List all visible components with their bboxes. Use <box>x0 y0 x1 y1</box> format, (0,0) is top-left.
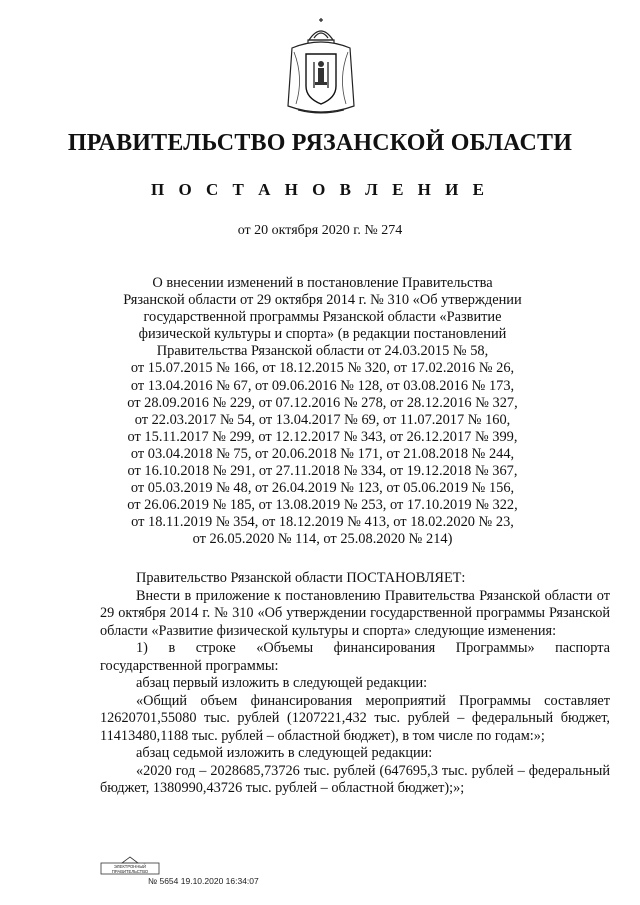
subject-line: от 05.03.2019 № 48, от 26.04.2019 № 123, от 05.06.2019 № 156, <box>130 480 515 497</box>
subject-line: от 15.07.2015 № 166, от 18.12.2015 № 320, от 17.02.2016 № 26, <box>130 360 515 377</box>
electronic-registry-stamp <box>100 855 160 875</box>
document-type: П О С Т А Н О В Л Е Н И Е <box>151 180 489 199</box>
stamp-line-1: ЭЛЕКТРОННЫЙ <box>113 864 147 869</box>
subject-line: от 16.10.2018 № 291, от 27.11.2018 № 334, от 19.12.2018 № 367, <box>127 463 518 480</box>
subject-line: от 28.09.2016 № 229, от 07.12.2016 № 278, от 28.12.2016 № 327, <box>127 394 518 411</box>
subject-line: Рязанской области от 29 октября 2014 г. № 310 «Об утверждении <box>123 292 522 309</box>
body-paragraph: абзац первый изложить в следующей редакции: <box>136 675 428 691</box>
subject-line: от 22.03.2017 № 54, от 13.04.2017 № 69, от 11.07.2017 № 160, <box>134 411 511 428</box>
subject-line: О внесении изменений в постановление Правительства <box>152 275 493 291</box>
organization-title: ПРАВИТЕЛЬСТВО РЯЗАНСКОЙ ОБЛАСТИ <box>67 130 573 156</box>
subject-line: от 26.05.2020 № 114, от 25.08.2020 № 214) <box>192 531 453 548</box>
resolution-line: Правительство Рязанской области ПОСТАНОВЛЯЕТ: <box>136 570 466 586</box>
subject-line: от 03.04.2018 № 75, от 20.06.2018 № 171, от 21.08.2018 № 244, <box>130 445 515 462</box>
subject-line: от 15.11.2017 № 299, от 12.12.2017 № 343, от 26.12.2017 № 399, <box>127 428 518 445</box>
subject-line: от 13.04.2016 № 67, от 09.06.2016 № 128, от 03.08.2016 № 173, <box>130 377 515 394</box>
subject-line: от 18.11.2019 № 354, от 18.12.2019 № 413, от 18.02.2020 № 23, <box>131 514 514 531</box>
body-paragraph: 1) в строке «Объемы финансирования Программы» паспорта государственной программы: <box>100 640 610 674</box>
subject-line: физической культуры и спорта» (в редакции постановлений <box>138 326 507 343</box>
crown-icon <box>308 18 334 44</box>
body-paragraph: «Общий объем финансирования мероприятий Программы составляет 12620701,55080 тыс. рублей (1207221,432 тыс. рублей – федеральный бюджет, 11413480,1188 тыс. рублей – областной бюджет), в том числе по годам:»; <box>100 692 610 744</box>
body-paragraph: абзац седьмой изложить в следующей редакции: <box>136 745 433 761</box>
body-paragraph: Внести в приложение к постановлению Правительства Рязанской области от 29 октября 2014 г. № 310 «Об утверждении государственной программы Рязанской области «Развитие физической культуры и спорта» следующие изменения: <box>100 587 610 639</box>
registration-mark: № 5654 19.10.2020 16:34:07 <box>148 876 259 886</box>
subject-line: государственной программы Рязанской области «Развитие <box>143 309 502 326</box>
body-paragraph: «2020 год – 2028685,73726 тыс. рублей (647695,3 тыс. рублей – федеральный бюджет, 1380990,43726 тыс. рублей – областной бюджет);»; <box>100 762 610 796</box>
coat-of-arms-emblem <box>284 18 358 118</box>
subject-line: от 26.06.2019 № 185, от 13.08.2019 № 253, от 17.10.2019 № 322, <box>127 497 518 514</box>
stamp-line-2: ПРАВИТЕЛЬСТВО <box>111 869 149 874</box>
document-date: от 20 октября 2020 г. № 274 <box>237 223 403 238</box>
document-subject <box>60 275 585 549</box>
subject-line: Правительства Рязанской области от 24.03.2015 № 58, <box>156 343 489 360</box>
document-body <box>100 570 610 798</box>
